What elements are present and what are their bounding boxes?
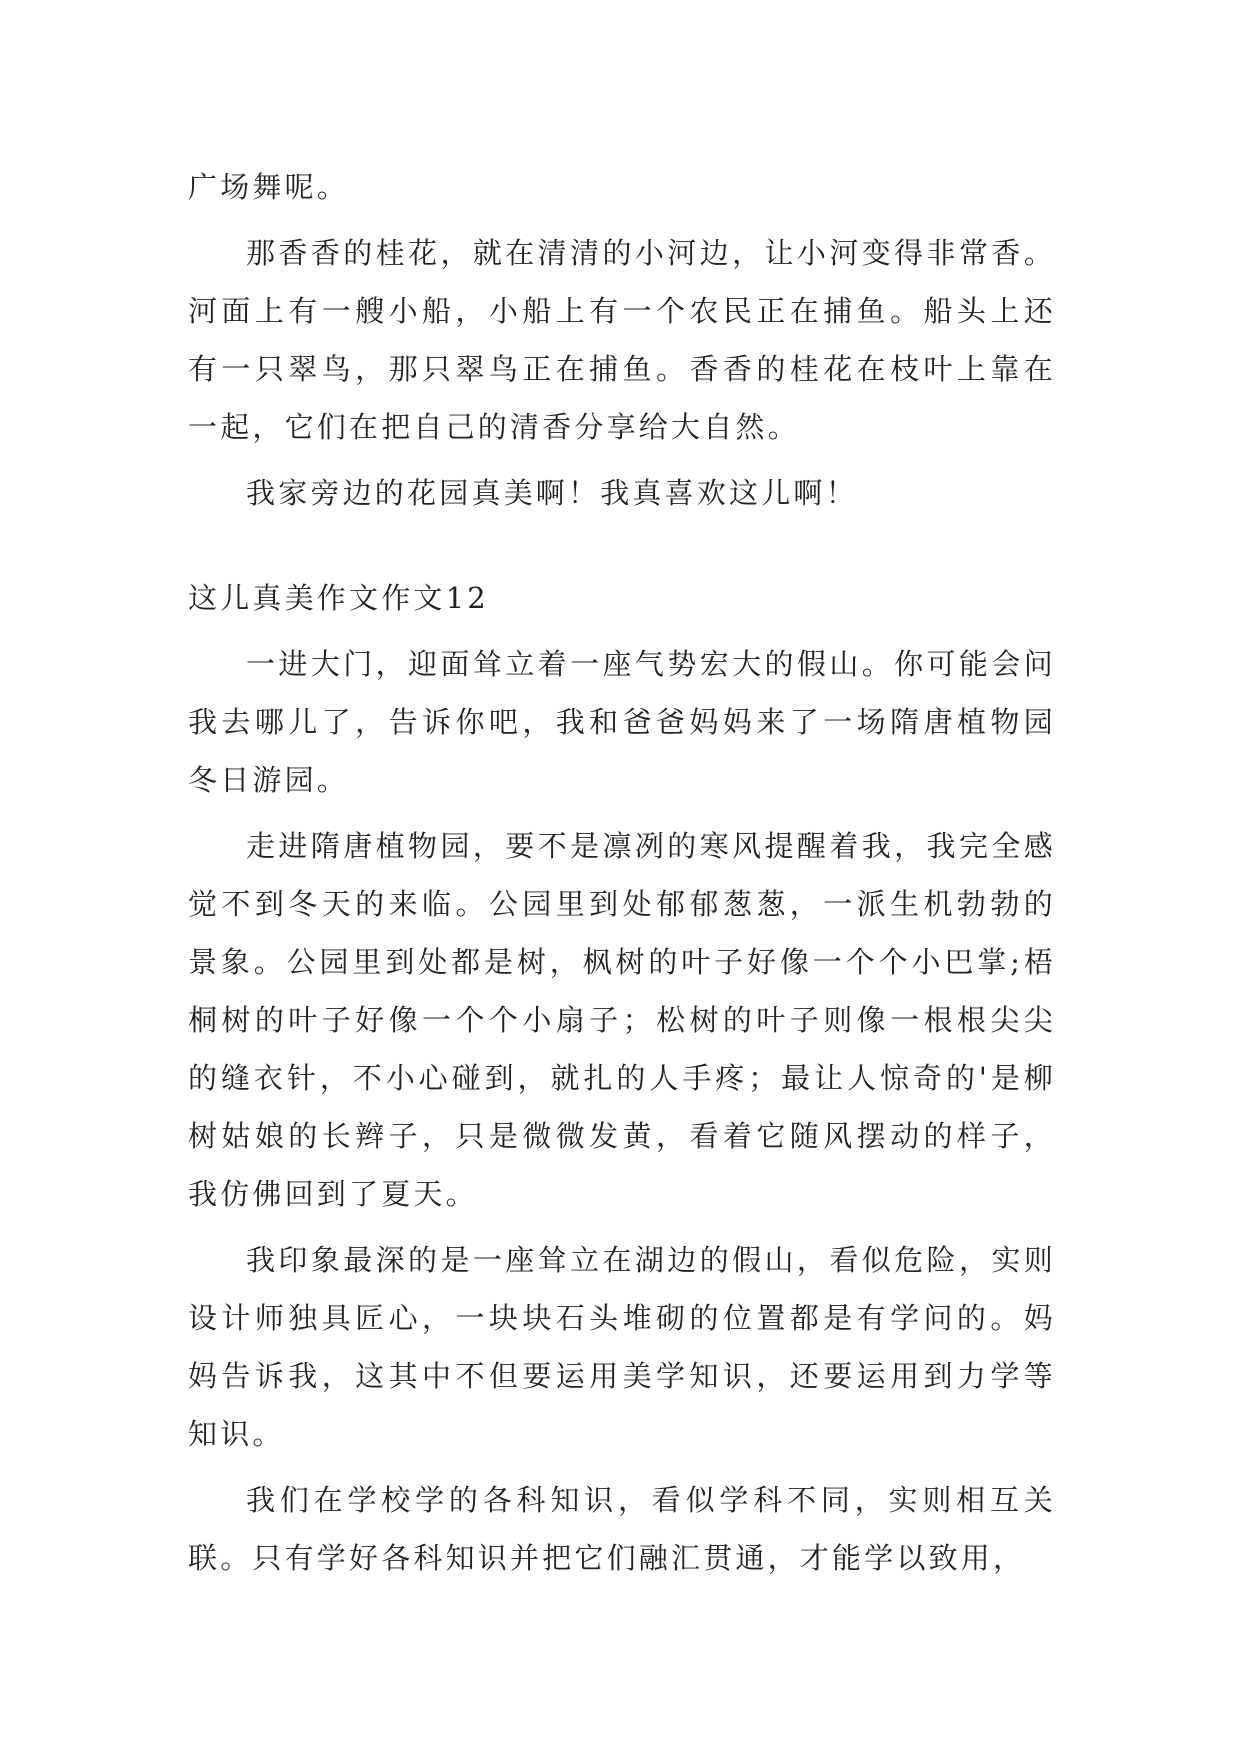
paragraph-entrance: 一进大门，迎面耸立着一座气势宏大的假山。你可能会问我去哪儿了，告诉你吧，我和爸爸妈妈来了一场隋唐植物园冬日游园。: [188, 647, 1056, 797]
paragraph-garden-closing: 我家旁边的花园真美啊！我真喜欢这儿啊！: [246, 476, 858, 510]
paragraph-osmanthus: 那香香的桂花，就在清清的小河边，让小河变得非常香。河面上有一艘小船，小船上有一个农民正在捕鱼。船头上还有一只翠鸟，那只翠鸟正在捕鱼。香香的桂花在枝叶上靠在一起，它们在把自己的清香分享给大自然。: [188, 236, 1056, 444]
essay-title: 这儿真美作文作文12: [188, 581, 489, 615]
paragraph-botanical-garden: 走进隋唐植物园，要不是凛冽的寒风提醒着我，我完全感觉不到冬天的来临。公园里到处郁郁葱葱，一派生机勃勃的景象。公园里到处都是树，枫树的叶子好像一个个小巴掌;梧桐树的叶子好像一个个小扇子；松树的叶子则像一根根尖尖的缝衣针，不小心碰到，就扎的人手疼；最让人惊奇的'是柳树姑娘的长辫子，只是微微发黄，看着它随风摆动的样子，我仿佛回到了夏天。: [188, 829, 1056, 1211]
paragraph-rockery: 我印象最深的是一座耸立在湖边的假山，看似危险，实则设计师独具匠心，一块块石头堆砌的位置都是有学问的。妈妈告诉我，这其中不但要运用美学知识，还要运用到力学等知识。: [188, 1243, 1056, 1451]
document-page: [188, 158, 1056, 1587]
paragraph-school-knowledge: 我们在学校学的各科知识，看似学科不同，实则相互关联。只有学好各科知识并把它们融汇贯通，才能学以致用，: [188, 1483, 1056, 1575]
paragraph-continuation: 广场舞呢。: [188, 170, 350, 204]
